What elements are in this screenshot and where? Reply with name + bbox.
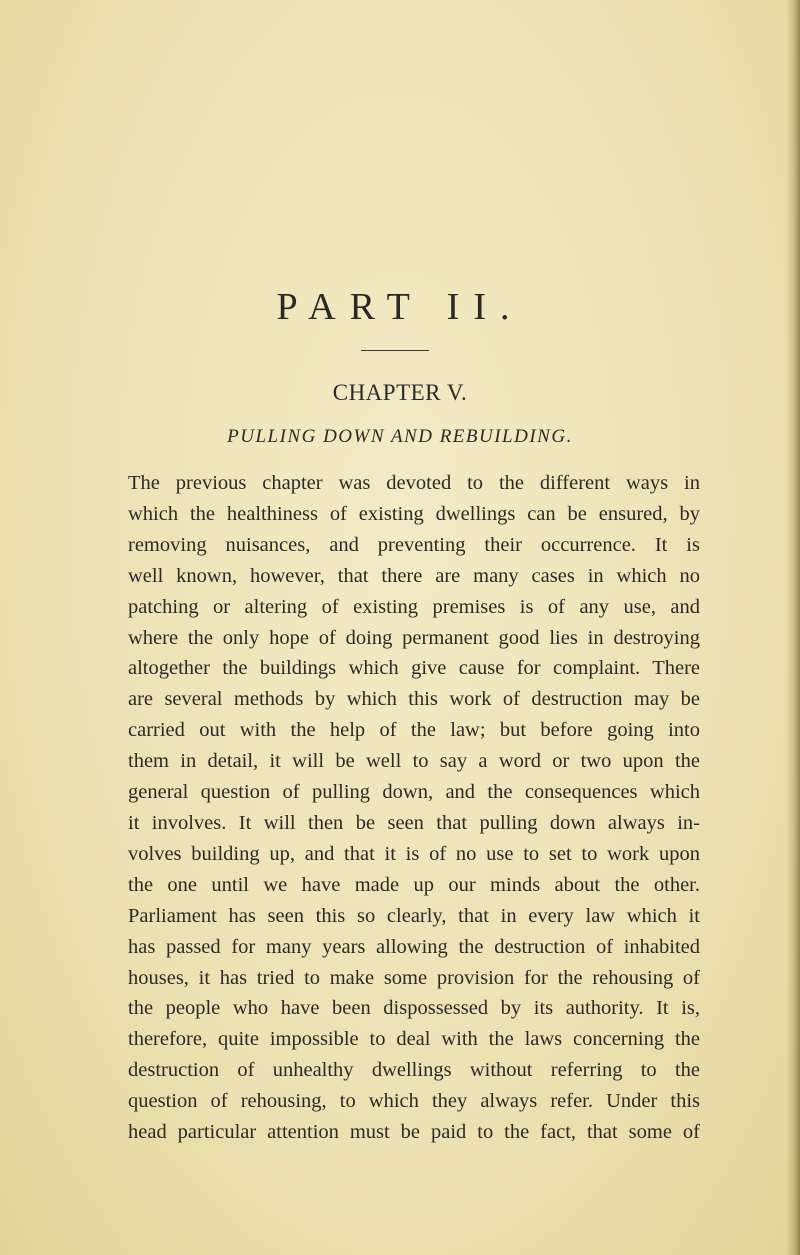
text-line: altogether the buildings which give cause for complaint. There	[128, 657, 700, 680]
text-line: patching or altering of existing premises is of any use, and	[128, 595, 700, 618]
text-line: destruction of unhealthy dwellings without referring to the	[128, 1059, 700, 1082]
text-line: the one until we have made up our minds about the other.	[128, 873, 700, 896]
text-line: are several methods by which this work of destruction may be	[128, 688, 700, 711]
part-heading: PART II.	[276, 286, 524, 328]
text-line: the people who have been dispossessed by its authority. It is,	[128, 997, 700, 1020]
text-line: Parliament has seen this so clearly, that in every law which it	[128, 904, 700, 927]
text-line: carried out with the help of the law; but before going into	[128, 719, 700, 742]
text-line: question of rehousing, to which they always refer. Under this	[128, 1090, 700, 1113]
chapter-title: PULLING DOWN AND REBUILDING.	[227, 426, 573, 447]
text-line: them in detail, it will be well to say a word or two upon the	[128, 750, 700, 773]
text-line: it involves. It will then be seen that pulling down always in-	[128, 811, 700, 834]
text-line: volves building up, and that it is of no use to set to work upon	[128, 842, 700, 865]
chapter-heading: CHAPTER V.	[332, 380, 468, 405]
text-line: head particular attention must be paid to the fact, that some of	[128, 1121, 700, 1144]
text-line: The previous chapter was devoted to the different ways in	[128, 472, 700, 494]
heading-divider	[361, 350, 429, 351]
text-line: houses, it has tried to make some provision for the rehousing of	[128, 966, 700, 989]
text-line: general question of pulling down, and the consequences which	[128, 781, 700, 804]
text-line: well known, however, that there are many cases in which no	[128, 564, 700, 587]
text-line: which the healthiness of existing dwellings can be ensured, by	[128, 502, 700, 525]
text-line: has passed for many years allowing the destruction of inhabited	[128, 935, 700, 958]
text-line: where the only hope of doing permanent good lies in destroying	[128, 626, 700, 649]
body-paragraph	[128, 468, 700, 1148]
text-line: removing nuisances, and preventing their occurrence. It is	[128, 533, 700, 556]
text-line: therefore, quite impossible to deal with the laws concerning the	[128, 1028, 700, 1051]
page-edge-shadow	[786, 0, 800, 1255]
